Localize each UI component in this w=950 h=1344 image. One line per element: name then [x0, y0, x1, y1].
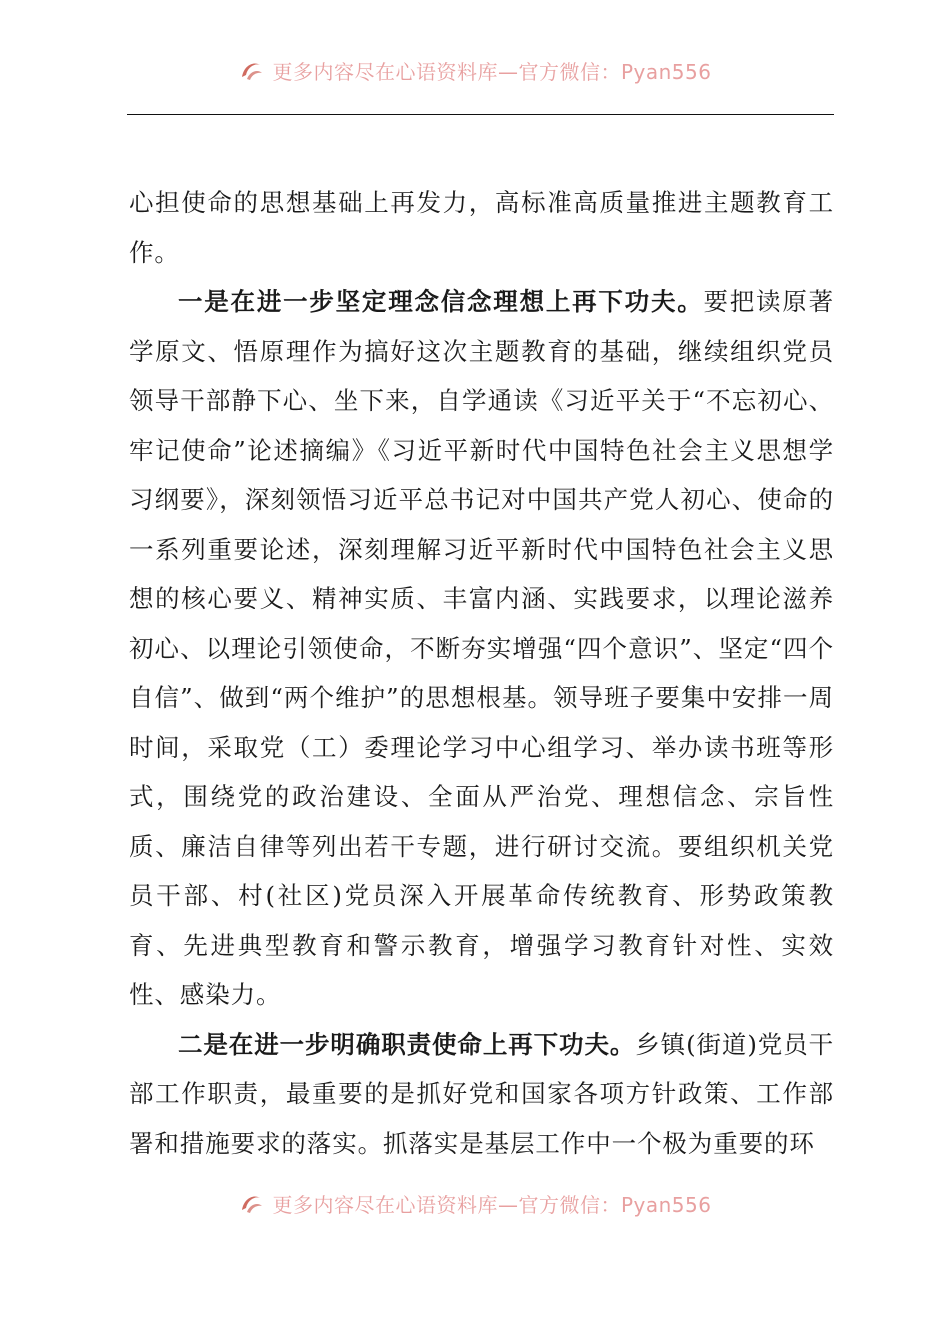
- paragraph-lead: 二是在进一步明确职责使命上再下功夫。: [178, 1029, 636, 1059]
- header-watermark-text: 更多内容尽在心语资料库—官方微信：Pyan556: [272, 59, 712, 84]
- paragraph-point-one: [129, 277, 834, 1020]
- footer-watermark-text: 更多内容尽在心语资料库—官方微信：Pyan556: [272, 1192, 712, 1217]
- paragraph-continuation: [129, 178, 834, 277]
- logo-icon: [238, 57, 264, 83]
- header-watermark: [0, 55, 950, 85]
- logo-icon: [238, 1190, 264, 1216]
- document-body: [129, 178, 834, 1168]
- paragraph-text: 乡镇(街道)党员干部工作职责，最重要的是抓好党和国家各项方针政策、工作部署和措施要求的落实。抓落实是基层工作中一个极为重要的环: [129, 1029, 835, 1158]
- paragraph-text: 心担使命的思想基础上再发力，高标准高质量推进主题教育工作。: [129, 188, 834, 267]
- paragraph-point-two: [129, 1020, 834, 1169]
- paragraph-text: 要把读原著学原文、悟原理作为搞好这次主题教育的基础，继续组织党员领导干部静下心、坐下来，自学通读《习近平关于“不忘初心、牢记使命”论述摘编》《习近平新时代中国特色社会主义思想学习纲要》，深刻领悟习近平总书记对中国共产党人初心、使命的一系列重要论述，深刻理解习近平新时代中国特色社会主义思想的核心要义、精神实质、丰富内涵、实践要求，以理论滋养初心、以理论引领使命，不断夯实增强“四个意识”、坚定“四个自信”、做到“两个维护”的思想根基。领导班子要集中安排一周时间，采取党（工）委理论学习中心组学习、举办读书班等形式，围绕党的政治建设、全面从严治党、理想信念、宗旨性质、廉洁自律等列出若干专题，进行研讨交流。要组织机关党员干部、村(社区)党员深入开展革命传统教育、形势政策教育、先进典型教育和警示教育，增强学习教育针对性、实效性、感染力。: [129, 287, 834, 1009]
- header-divider: [127, 114, 834, 115]
- paragraph-lead: 一是在进一步坚定理念信念理想上再下功夫。: [178, 287, 704, 316]
- footer-watermark: [0, 1188, 950, 1218]
